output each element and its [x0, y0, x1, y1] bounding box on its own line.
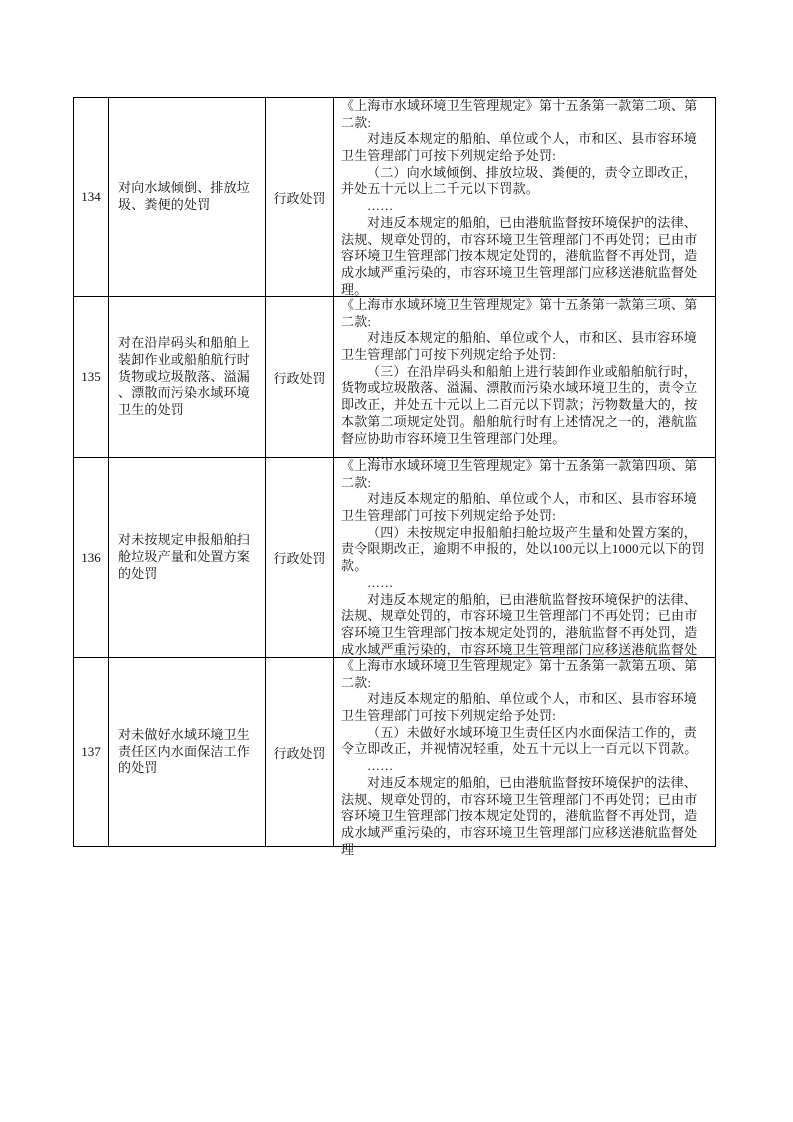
item-name-line: 对未做好水域环境卫生	[118, 726, 251, 742]
item-number: 135	[81, 369, 101, 384]
legal-basis-line: 卫生管理部门可按下列规定给予处罚:	[341, 708, 557, 724]
item-type-cell	[266, 98, 334, 296]
legal-basis-paragraph	[341, 691, 711, 724]
item-type-cell	[266, 458, 334, 657]
item-number-cell	[74, 297, 109, 457]
legal-basis-line: 款。	[341, 558, 368, 574]
legal-basis-line: 容环境卫生管理部门按本规定处罚的，港航监督不再处罚，造	[341, 624, 698, 640]
item-name-cell	[109, 458, 266, 657]
item-name-line: 货物或垃圾散落、溢漏	[118, 368, 251, 384]
item-name-line: 圾、粪便的处罚	[118, 197, 211, 212]
item-name-line: 的处罚	[118, 760, 158, 776]
item-number: 136	[81, 549, 101, 565]
legal-basis-line: 对违反本规定的船舶，已由港航监督按环境保护的法律、	[367, 214, 698, 230]
item-name-line: 、漂散而污染水域环境	[118, 385, 251, 401]
legal-basis-line: 本款第二项规定处罚。船舶航行时有上述情况之一的，港航监	[341, 413, 698, 429]
table-row	[74, 98, 716, 297]
item-name-line: 装卸作业或船舶航行时	[118, 351, 251, 367]
legal-basis-paragraph	[341, 575, 711, 592]
item-name-line: 的处罚	[118, 565, 158, 581]
legal-basis-paragraph	[341, 525, 711, 575]
legal-basis-paragraph	[341, 198, 711, 215]
legal-basis-paragraph	[341, 458, 711, 491]
legal-basis-paragraph	[341, 165, 711, 198]
legal-basis-cell	[334, 658, 716, 857]
legal-basis-line: 理	[341, 841, 355, 857]
legal-basis-line: 即改正，并处五十元以上二百元以下罚款；污物数量大的，按	[341, 397, 698, 413]
item-type: 行政处罚	[273, 551, 326, 566]
legal-basis-line: 成水域严重污染的，市容环境卫生管理部门应移送港航监督处	[341, 824, 698, 840]
item-name-cell	[109, 658, 266, 846]
legal-basis-line: 法规、规章处罚的，市容环境卫生管理部门不再处罚；已由市	[341, 231, 698, 247]
item-name-line: 卫生的处罚	[118, 402, 185, 418]
legal-basis-paragraph	[341, 758, 711, 775]
legal-basis-line: 督应协助市容环境卫生管理部门处理。	[341, 430, 566, 446]
legal-basis-paragraph	[341, 725, 711, 758]
legal-basis-line: 法规、规章处罚的，市容环境卫生管理部门不再处罚；已由市	[341, 791, 698, 807]
item-number-cell	[74, 658, 109, 846]
penalty-items-table	[73, 97, 716, 857]
legal-basis-line: 《上海市水域环境卫生管理规定》第十五条第一款第五项、第	[341, 658, 698, 673]
item-number: 137	[81, 744, 101, 759]
legal-basis-line: 二款:	[341, 474, 372, 490]
legal-basis-line: 并处五十元以上二千元以下罚款。	[341, 181, 540, 197]
legal-basis-cell	[334, 297, 716, 463]
legal-basis-line: 《上海市水域环境卫生管理规定》第十五条第一款第四项、第	[341, 458, 698, 473]
legal-basis-line: 容环境卫生管理部门按本规定处罚的，港航监督不再处罚，造	[341, 248, 698, 264]
legal-basis-line: 二款:	[341, 674, 372, 690]
item-name-line: 对未按规定申报船舶扫	[118, 532, 251, 548]
legal-basis-paragraph	[341, 297, 711, 330]
legal-basis-line: 理。	[341, 281, 368, 297]
legal-basis-paragraph	[341, 658, 711, 691]
legal-basis-line: 卫生管理部门可按下列规定给予处罚:	[341, 148, 557, 164]
legal-basis-paragraph	[341, 131, 711, 164]
legal-basis-cell	[334, 458, 716, 657]
legal-basis-line: 对违反本规定的船舶、单位或个人，市和区、县市容环境	[367, 691, 698, 707]
legal-basis-line: 法规、规章处罚的，市容环境卫生管理部门不再处罚；已由市	[341, 608, 698, 624]
legal-basis-paragraph	[341, 491, 711, 524]
legal-basis-line: （二）向水域倾倒、排放垃圾、粪便的，责令立即改正，	[367, 164, 698, 180]
item-name-line: 责任区内水面保洁工作	[118, 743, 251, 759]
legal-basis-line: 对违反本规定的船舶、单位或个人，市和区、县市容环境	[367, 491, 698, 507]
table-row	[74, 658, 716, 857]
legal-basis-line: 卫生管理部门可按下列规定给予处罚:	[341, 347, 557, 363]
legal-basis-line: ……	[367, 198, 394, 214]
legal-basis-line: 货物或垃圾散落、溢漏、漂散而污染水域环境卫生的，责令立	[341, 380, 698, 396]
legal-basis-line: （四）未按规定申报船舶扫舱垃圾产生量和处置方案的，	[367, 524, 698, 540]
table-row	[74, 458, 716, 658]
table-row	[74, 297, 716, 463]
legal-basis-line: 二款:	[341, 114, 372, 130]
item-number-cell	[74, 458, 109, 657]
item-number-cell	[74, 98, 109, 296]
item-type: 行政处罚	[273, 370, 326, 386]
item-name-line: 对在沿岸码头和船舶上	[118, 335, 251, 351]
item-type: 行政处罚	[273, 745, 326, 761]
legal-basis-paragraph	[341, 592, 711, 659]
legal-basis-line: 对违反本规定的船舶、单位或个人，市和区、县市容环境	[367, 131, 698, 147]
legal-basis-line: ……	[367, 447, 394, 463]
legal-basis-line: 成水域严重污染的，市容环境卫生管理部门应移送港航监督处	[341, 264, 698, 280]
legal-basis-paragraph	[341, 364, 711, 447]
item-type: 行政处罚	[273, 190, 326, 206]
legal-basis-line: ……	[367, 758, 394, 774]
legal-basis-line: 二款:	[341, 313, 372, 329]
legal-basis-paragraph	[341, 98, 711, 131]
legal-basis-line: 容环境卫生管理部门按本规定处罚的，港航监督不再处罚，造	[341, 808, 698, 824]
legal-basis-line: 《上海市水域环境卫生管理规定》第十五条第一款第三项、第	[341, 297, 698, 312]
item-type-cell	[266, 297, 334, 457]
legal-basis-cell	[334, 98, 716, 296]
legal-basis-line: 令立即改正，并视情况轻重，处五十元以上一百元以下罚款。	[341, 741, 698, 757]
legal-basis-line: 对违反本规定的船舶、单位或个人，市和区、县市容环境	[367, 330, 698, 346]
legal-basis-line: 《上海市水域环境卫生管理规定》第十五条第一款第二项、第	[341, 98, 698, 113]
item-type-cell	[266, 658, 334, 846]
legal-basis-line: 对违反本规定的船舶，已由港航监督按环境保护的法律、	[367, 774, 698, 790]
legal-basis-line: 责令限期改正，逾期不申报的，处以100元以上1000元以下的罚	[341, 541, 705, 557]
legal-basis-line: 对违反本规定的船舶，已由港航监督按环境保护的法律、	[367, 591, 698, 607]
legal-basis-paragraph	[341, 215, 711, 298]
legal-basis-paragraph	[341, 330, 711, 363]
item-name-cell	[109, 98, 266, 296]
legal-basis-line: （五）未做好水域环境卫生责任区内水面保洁工作的，责	[367, 724, 698, 740]
item-name-cell	[109, 297, 266, 457]
legal-basis-paragraph	[341, 775, 711, 858]
legal-basis-line: 卫生管理部门可按下列规定给予处罚:	[341, 508, 557, 524]
legal-basis-line: 成水域严重污染的，市容环境卫生管理部门应移送港航监督处	[341, 641, 698, 657]
item-number: 134	[81, 189, 101, 204]
item-name-line: 舱垃圾产量和处置方案	[118, 549, 251, 565]
legal-basis-line: （三）在沿岸码头和船舶上进行装卸作业或船舶航行时，	[367, 363, 698, 379]
item-name-line: 对向水域倾倒、排放垃	[118, 180, 251, 196]
legal-basis-line: ……	[367, 574, 394, 590]
